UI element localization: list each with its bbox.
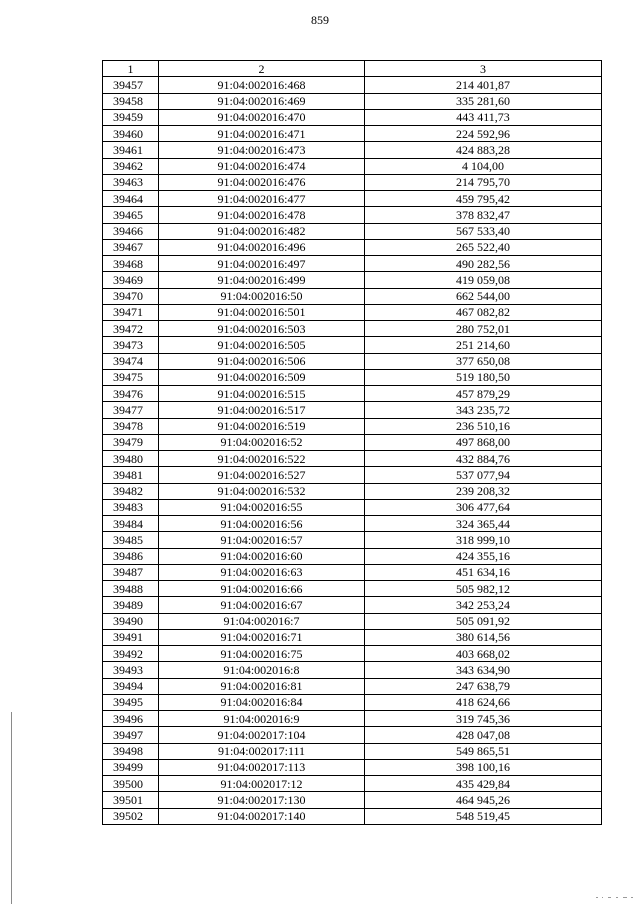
- row-id-cell: 39476: [103, 386, 159, 402]
- row-id-cell: 39471: [103, 304, 159, 320]
- table-row: [103, 499, 602, 515]
- table-row: [103, 678, 602, 694]
- value-cell: 519 180,50: [365, 369, 602, 385]
- table-row: [103, 93, 602, 109]
- table-row: [103, 548, 602, 564]
- table-row: [103, 304, 602, 320]
- cadastral-number-cell: 91:04:002016:63: [159, 564, 365, 580]
- cadastral-number-cell: 91:04:002016:527: [159, 467, 365, 483]
- row-id-cell: 39490: [103, 613, 159, 629]
- cadastral-number-cell: 91:04:002016:469: [159, 93, 365, 109]
- value-cell: 306 477,64: [365, 499, 602, 515]
- row-id-cell: 39497: [103, 727, 159, 743]
- table-row: [103, 694, 602, 710]
- row-id-cell: 39462: [103, 158, 159, 174]
- value-cell: 236 510,16: [365, 418, 602, 434]
- cadastral-number-cell: 91:04:002016:75: [159, 646, 365, 662]
- table-row: [103, 776, 602, 792]
- value-cell: 567 533,40: [365, 223, 602, 239]
- row-id-cell: 39467: [103, 239, 159, 255]
- cadastral-number-cell: 91:04:002016:506: [159, 353, 365, 369]
- table-header-row: [103, 61, 602, 77]
- table-row: [103, 613, 602, 629]
- table-row: [103, 288, 602, 304]
- cadastral-number-cell: 91:04:002016:474: [159, 158, 365, 174]
- cadastral-number-cell: 91:04:002016:505: [159, 337, 365, 353]
- row-id-cell: 39457: [103, 77, 159, 93]
- value-cell: 548 519,45: [365, 808, 602, 824]
- table-row: [103, 792, 602, 808]
- table-row: [103, 191, 602, 207]
- cadastral-number-cell: 91:04:002016:468: [159, 77, 365, 93]
- cadastral-number-cell: 91:04:002016:519: [159, 418, 365, 434]
- row-id-cell: 39485: [103, 532, 159, 548]
- table-row: [103, 369, 602, 385]
- row-id-cell: 39477: [103, 402, 159, 418]
- value-cell: 318 999,10: [365, 532, 602, 548]
- value-cell: 428 047,08: [365, 727, 602, 743]
- table-row: [103, 808, 602, 824]
- table-row: [103, 223, 602, 239]
- table-body: [103, 77, 602, 825]
- row-id-cell: 39482: [103, 483, 159, 499]
- value-cell: 224 592,96: [365, 126, 602, 142]
- table-row: [103, 386, 602, 402]
- row-id-cell: 39484: [103, 516, 159, 532]
- row-id-cell: 39502: [103, 808, 159, 824]
- cadastral-number-cell: 91:04:002016:66: [159, 581, 365, 597]
- table-row: [103, 564, 602, 580]
- cadastral-number-cell: 91:04:002016:7: [159, 613, 365, 629]
- row-id-cell: 39463: [103, 174, 159, 190]
- table-row: [103, 434, 602, 450]
- table-row: [103, 629, 602, 645]
- cadastral-number-cell: 91:04:002016:56: [159, 516, 365, 532]
- row-id-cell: 39496: [103, 711, 159, 727]
- row-id-cell: 39486: [103, 548, 159, 564]
- row-id-cell: 39472: [103, 321, 159, 337]
- row-id-cell: 39483: [103, 499, 159, 515]
- cadastral-number-cell: 91:04:002016:482: [159, 223, 365, 239]
- value-cell: 214 401,87: [365, 77, 602, 93]
- row-id-cell: 39492: [103, 646, 159, 662]
- scan-margin-line: [11, 712, 12, 904]
- cadastral-number-cell: 91:04:002016:84: [159, 694, 365, 710]
- value-cell: 380 614,56: [365, 629, 602, 645]
- table-row: [103, 759, 602, 775]
- value-cell: 549 865,51: [365, 743, 602, 759]
- value-cell: 343 634,90: [365, 662, 602, 678]
- value-cell: 467 082,82: [365, 304, 602, 320]
- table-row: [103, 662, 602, 678]
- cadastral-number-cell: 91:04:002016:8: [159, 662, 365, 678]
- cadastral-number-cell: 91:04:002016:57: [159, 532, 365, 548]
- cadastral-number-cell: 91:04:002017:111: [159, 743, 365, 759]
- row-id-cell: 39493: [103, 662, 159, 678]
- table-row: [103, 256, 602, 272]
- value-cell: 280 752,01: [365, 321, 602, 337]
- row-id-cell: 39469: [103, 272, 159, 288]
- cadastral-number-cell: 91:04:002016:517: [159, 402, 365, 418]
- cadastral-number-cell: 91:04:002017:130: [159, 792, 365, 808]
- value-cell: 247 638,79: [365, 678, 602, 694]
- value-cell: 662 544,00: [365, 288, 602, 304]
- cadastral-number-cell: 91:04:002016:522: [159, 451, 365, 467]
- column-header: 3: [365, 61, 602, 77]
- value-cell: 239 208,32: [365, 483, 602, 499]
- value-cell: 435 429,84: [365, 776, 602, 792]
- cadastral-number-cell: 91:04:002016:81: [159, 678, 365, 694]
- value-cell: 464 945,26: [365, 792, 602, 808]
- row-id-cell: 39481: [103, 467, 159, 483]
- cadastral-number-cell: 91:04:002016:501: [159, 304, 365, 320]
- row-id-cell: 39474: [103, 353, 159, 369]
- value-cell: 537 077,94: [365, 467, 602, 483]
- cadastral-number-cell: 91:04:002016:55: [159, 499, 365, 515]
- row-id-cell: 39479: [103, 434, 159, 450]
- value-cell: 324 365,44: [365, 516, 602, 532]
- row-id-cell: 39466: [103, 223, 159, 239]
- row-id-cell: 39487: [103, 564, 159, 580]
- row-id-cell: 39458: [103, 93, 159, 109]
- column-header: 1: [103, 61, 159, 77]
- value-cell: 403 668,02: [365, 646, 602, 662]
- value-cell: 377 650,08: [365, 353, 602, 369]
- value-cell: 443 411,73: [365, 109, 602, 125]
- row-id-cell: 39500: [103, 776, 159, 792]
- table-row: [103, 646, 602, 662]
- cadastral-number-cell: 91:04:002016:478: [159, 207, 365, 223]
- value-cell: 419 059,08: [365, 272, 602, 288]
- cadastral-number-cell: 91:04:002016:532: [159, 483, 365, 499]
- cadastral-number-cell: 91:04:002016:497: [159, 256, 365, 272]
- value-cell: 459 795,42: [365, 191, 602, 207]
- row-id-cell: 39464: [103, 191, 159, 207]
- value-cell: 432 884,76: [365, 451, 602, 467]
- cadastral-number-cell: 91:04:002017:113: [159, 759, 365, 775]
- value-cell: 319 745,36: [365, 711, 602, 727]
- table-row: [103, 77, 602, 93]
- cadastral-number-cell: 91:04:002016:476: [159, 174, 365, 190]
- table-row: [103, 418, 602, 434]
- table-row: [103, 467, 602, 483]
- cadastral-number-cell: 91:04:002016:60: [159, 548, 365, 564]
- value-cell: 4 104,00: [365, 158, 602, 174]
- table-row: [103, 158, 602, 174]
- table-row: [103, 272, 602, 288]
- table-row: [103, 109, 602, 125]
- row-id-cell: 39488: [103, 581, 159, 597]
- row-id-cell: 39491: [103, 629, 159, 645]
- value-cell: 343 235,72: [365, 402, 602, 418]
- table-row: [103, 142, 602, 158]
- row-id-cell: 39499: [103, 759, 159, 775]
- row-id-cell: 39475: [103, 369, 159, 385]
- row-id-cell: 39494: [103, 678, 159, 694]
- cadastral-number-cell: 91:04:002016:473: [159, 142, 365, 158]
- row-id-cell: 39473: [103, 337, 159, 353]
- cadastral-number-cell: 91:04:002016:499: [159, 272, 365, 288]
- row-id-cell: 39470: [103, 288, 159, 304]
- value-cell: 497 868,00: [365, 434, 602, 450]
- cadastral-number-cell: 91:04:002016:52: [159, 434, 365, 450]
- row-id-cell: 39465: [103, 207, 159, 223]
- value-cell: 378 832,47: [365, 207, 602, 223]
- cadastral-number-cell: 91:04:002017:12: [159, 776, 365, 792]
- value-cell: 457 879,29: [365, 386, 602, 402]
- cadastral-number-cell: 91:04:002016:509: [159, 369, 365, 385]
- value-cell: 451 634,16: [365, 564, 602, 580]
- row-id-cell: 39489: [103, 597, 159, 613]
- table-row: [103, 174, 602, 190]
- value-cell: 490 282,56: [365, 256, 602, 272]
- table-row: [103, 597, 602, 613]
- table-row: [103, 353, 602, 369]
- page-number: 859: [311, 13, 329, 27]
- row-id-cell: 39478: [103, 418, 159, 434]
- value-cell: 418 624,66: [365, 694, 602, 710]
- table-row: [103, 402, 602, 418]
- table-row: [103, 207, 602, 223]
- cadastral-number-cell: 91:04:002016:515: [159, 386, 365, 402]
- cadastral-number-cell: 91:04:002016:471: [159, 126, 365, 142]
- row-id-cell: 39495: [103, 694, 159, 710]
- cadastral-number-cell: 91:04:002016:496: [159, 239, 365, 255]
- cadastral-number-cell: 91:04:002016:71: [159, 629, 365, 645]
- table-row: [103, 321, 602, 337]
- table-row: [103, 239, 602, 255]
- table-row: [103, 337, 602, 353]
- cadastral-number-cell: 91:04:002016:67: [159, 597, 365, 613]
- value-cell: 265 522,40: [365, 239, 602, 255]
- value-cell: 424 883,28: [365, 142, 602, 158]
- cadastral-number-cell: 91:04:002016:503: [159, 321, 365, 337]
- cadastral-number-cell: 91:04:002017:104: [159, 727, 365, 743]
- cadastral-number-cell: 91:04:002016:50: [159, 288, 365, 304]
- table-row: [103, 483, 602, 499]
- value-cell: 505 091,92: [365, 613, 602, 629]
- value-cell: 398 100,16: [365, 759, 602, 775]
- row-id-cell: 39460: [103, 126, 159, 142]
- value-cell: 342 253,24: [365, 597, 602, 613]
- column-header: 2: [159, 61, 365, 77]
- row-id-cell: 39461: [103, 142, 159, 158]
- value-cell: 424 355,16: [365, 548, 602, 564]
- row-id-cell: 39498: [103, 743, 159, 759]
- value-cell: 251 214,60: [365, 337, 602, 353]
- table-row: [103, 532, 602, 548]
- table-row: [103, 743, 602, 759]
- table-row: [103, 727, 602, 743]
- cadastral-number-cell: 91:04:002016:477: [159, 191, 365, 207]
- value-cell: 335 281,60: [365, 93, 602, 109]
- row-id-cell: 39501: [103, 792, 159, 808]
- row-id-cell: 39468: [103, 256, 159, 272]
- table-row: [103, 581, 602, 597]
- cadastral-number-cell: 91:04:002017:140: [159, 808, 365, 824]
- row-id-cell: 39480: [103, 451, 159, 467]
- value-cell: 505 982,12: [365, 581, 602, 597]
- row-id-cell: 39459: [103, 109, 159, 125]
- scan-specks: [596, 896, 636, 899]
- value-cell: 214 795,70: [365, 174, 602, 190]
- table-row: [103, 451, 602, 467]
- data-table: [102, 60, 602, 825]
- table-row: [103, 711, 602, 727]
- table-row: [103, 516, 602, 532]
- cadastral-number-cell: 91:04:002016:9: [159, 711, 365, 727]
- table-row: [103, 126, 602, 142]
- cadastral-number-cell: 91:04:002016:470: [159, 109, 365, 125]
